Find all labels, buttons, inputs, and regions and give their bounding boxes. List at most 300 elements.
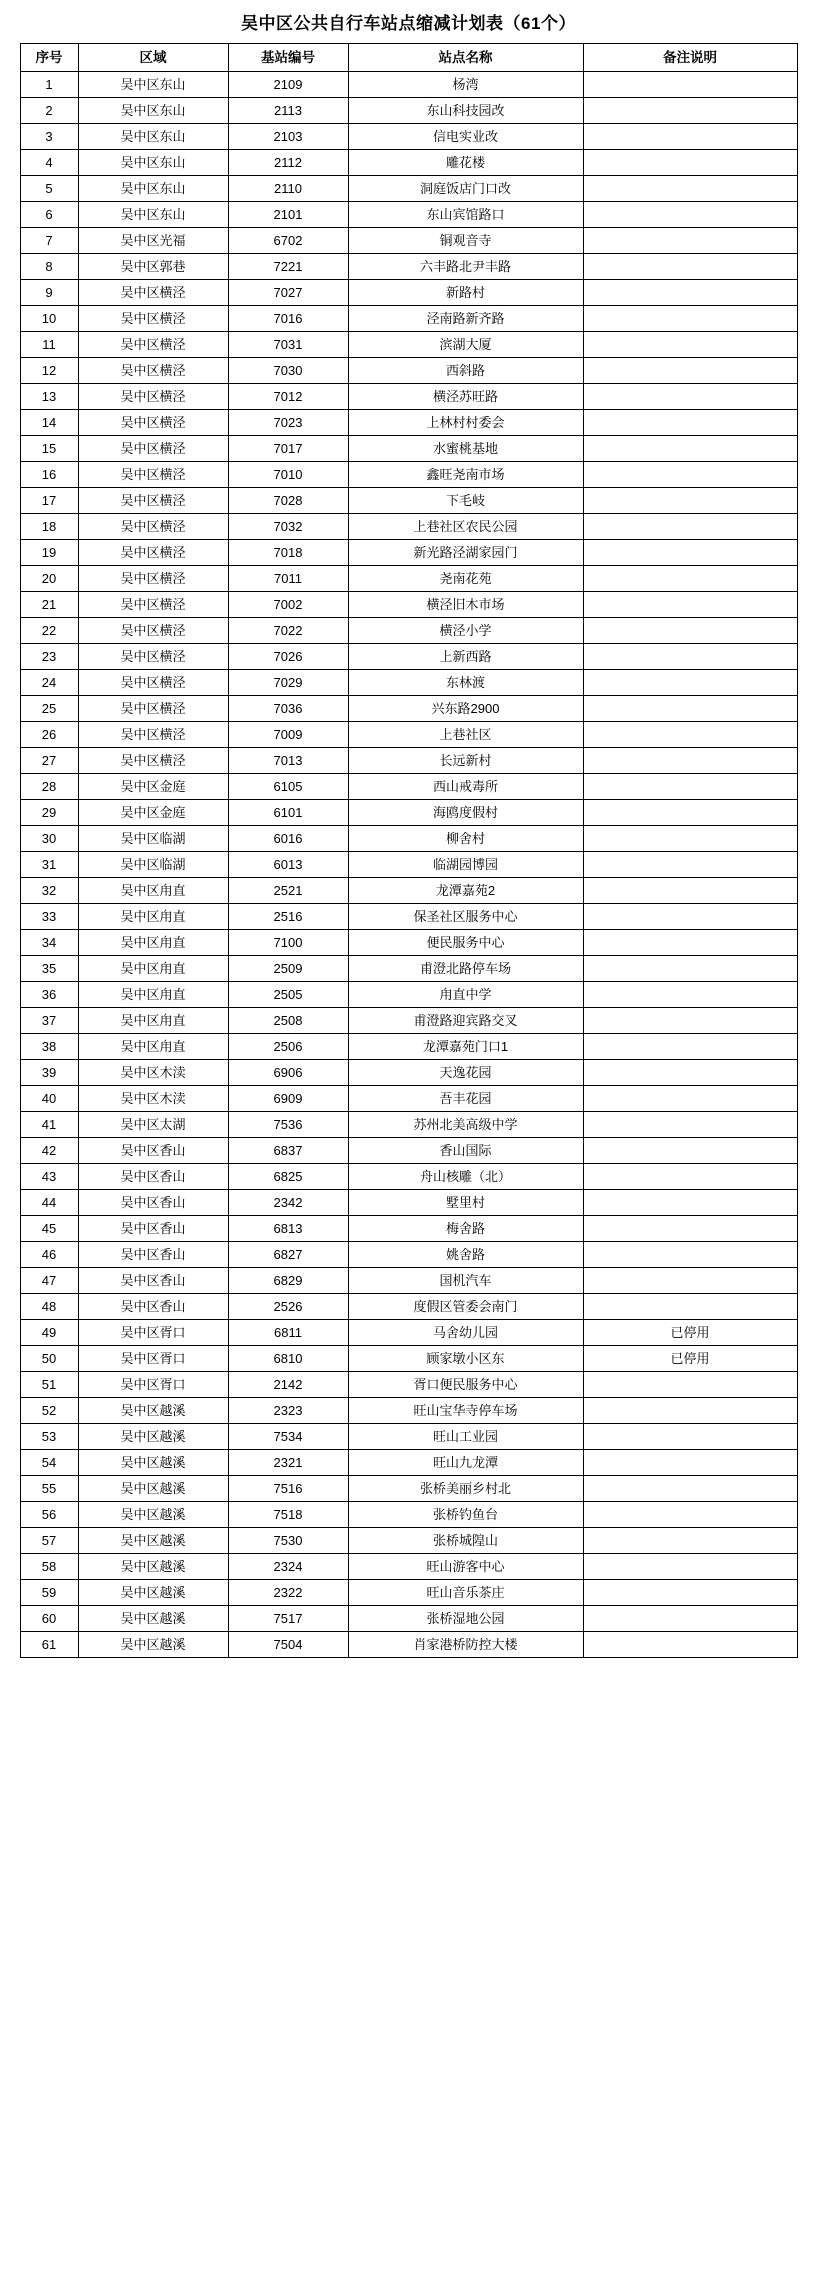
cell-station-name: 肖家港桥防控大楼 xyxy=(348,1632,583,1658)
table-row xyxy=(20,436,797,462)
cell-area: 吴中区横泾 xyxy=(78,488,228,514)
cell-remark xyxy=(583,904,797,930)
table-row xyxy=(20,1554,797,1580)
cell-area: 吴中区香山 xyxy=(78,1164,228,1190)
cell-station-code: 7016 xyxy=(228,306,348,332)
cell-area: 吴中区甪直 xyxy=(78,982,228,1008)
cell-remark xyxy=(583,696,797,722)
table-row xyxy=(20,254,797,280)
cell-area: 吴中区越溪 xyxy=(78,1424,228,1450)
cell-area: 吴中区横泾 xyxy=(78,696,228,722)
cell-remark xyxy=(583,1138,797,1164)
cell-station-code: 6825 xyxy=(228,1164,348,1190)
cell-area: 吴中区东山 xyxy=(78,176,228,202)
cell-index: 23 xyxy=(20,644,78,670)
cell-area: 吴中区东山 xyxy=(78,150,228,176)
cell-station-code: 6105 xyxy=(228,774,348,800)
table-row xyxy=(20,826,797,852)
table-row xyxy=(20,280,797,306)
cell-index: 16 xyxy=(20,462,78,488)
cell-station-name: 甫澄路迎宾路交叉 xyxy=(348,1008,583,1034)
cell-remark xyxy=(583,1268,797,1294)
cell-station-code: 2321 xyxy=(228,1450,348,1476)
cell-station-code: 7036 xyxy=(228,696,348,722)
cell-area: 吴中区越溪 xyxy=(78,1502,228,1528)
cell-station-name: 顾家墩小区东 xyxy=(348,1346,583,1372)
table-row xyxy=(20,150,797,176)
cell-remark xyxy=(583,280,797,306)
table-row xyxy=(20,1398,797,1424)
cell-area: 吴中区香山 xyxy=(78,1294,228,1320)
cell-remark xyxy=(583,774,797,800)
cell-station-code: 7516 xyxy=(228,1476,348,1502)
table-row xyxy=(20,1138,797,1164)
cell-station-name: 张桥城隍山 xyxy=(348,1528,583,1554)
cell-station-code: 2323 xyxy=(228,1398,348,1424)
cell-remark xyxy=(583,1216,797,1242)
cell-station-code: 7032 xyxy=(228,514,348,540)
cell-station-name: 横泾小学 xyxy=(348,618,583,644)
cell-index: 39 xyxy=(20,1060,78,1086)
cell-station-code: 2110 xyxy=(228,176,348,202)
cell-station-name: 胥口便民服务中心 xyxy=(348,1372,583,1398)
cell-remark xyxy=(583,462,797,488)
cell-area: 吴中区横泾 xyxy=(78,566,228,592)
table-row xyxy=(20,1424,797,1450)
cell-index: 26 xyxy=(20,722,78,748)
column-header-remark: 备注说明 xyxy=(583,44,797,72)
cell-station-code: 7017 xyxy=(228,436,348,462)
station-reduction-table xyxy=(20,43,798,1658)
cell-area: 吴中区横泾 xyxy=(78,722,228,748)
table-row xyxy=(20,228,797,254)
cell-remark xyxy=(583,982,797,1008)
table-row xyxy=(20,488,797,514)
cell-index: 44 xyxy=(20,1190,78,1216)
cell-area: 吴中区金庭 xyxy=(78,800,228,826)
table-row xyxy=(20,1606,797,1632)
cell-station-name: 下毛岐 xyxy=(348,488,583,514)
cell-remark xyxy=(583,358,797,384)
cell-station-name: 兴东路2900 xyxy=(348,696,583,722)
cell-station-code: 6811 xyxy=(228,1320,348,1346)
table-row xyxy=(20,852,797,878)
cell-station-name: 上林村村委会 xyxy=(348,410,583,436)
cell-remark xyxy=(583,436,797,462)
cell-index: 18 xyxy=(20,514,78,540)
cell-area: 吴中区香山 xyxy=(78,1138,228,1164)
cell-area: 吴中区木渎 xyxy=(78,1060,228,1086)
cell-station-name: 香山国际 xyxy=(348,1138,583,1164)
table-row xyxy=(20,410,797,436)
cell-index: 12 xyxy=(20,358,78,384)
cell-index: 3 xyxy=(20,124,78,150)
cell-station-name: 张桥钓鱼台 xyxy=(348,1502,583,1528)
cell-station-code: 7530 xyxy=(228,1528,348,1554)
table-header xyxy=(20,44,797,72)
table-row xyxy=(20,592,797,618)
cell-station-code: 7002 xyxy=(228,592,348,618)
cell-remark xyxy=(583,722,797,748)
cell-area: 吴中区甪直 xyxy=(78,956,228,982)
cell-station-code: 7009 xyxy=(228,722,348,748)
cell-remark xyxy=(583,1008,797,1034)
cell-remark xyxy=(583,1606,797,1632)
cell-station-name: 鑫旺尧南市场 xyxy=(348,462,583,488)
cell-station-name: 横泾旧木市场 xyxy=(348,592,583,618)
cell-area: 吴中区香山 xyxy=(78,1242,228,1268)
cell-index: 54 xyxy=(20,1450,78,1476)
cell-area: 吴中区胥口 xyxy=(78,1372,228,1398)
cell-station-name: 龙潭嘉苑2 xyxy=(348,878,583,904)
table-row xyxy=(20,1580,797,1606)
cell-station-name: 梅舍路 xyxy=(348,1216,583,1242)
cell-index: 37 xyxy=(20,1008,78,1034)
cell-station-name: 甪直中学 xyxy=(348,982,583,1008)
cell-station-code: 6702 xyxy=(228,228,348,254)
cell-station-name: 旺山九龙潭 xyxy=(348,1450,583,1476)
table-row xyxy=(20,540,797,566)
cell-remark xyxy=(583,72,797,98)
table-row xyxy=(20,1112,797,1138)
cell-station-code: 7013 xyxy=(228,748,348,774)
table-row xyxy=(20,1060,797,1086)
cell-station-code: 6813 xyxy=(228,1216,348,1242)
table-row xyxy=(20,696,797,722)
table-row xyxy=(20,1216,797,1242)
cell-station-code: 7536 xyxy=(228,1112,348,1138)
table-row xyxy=(20,1242,797,1268)
cell-station-code: 6837 xyxy=(228,1138,348,1164)
table-row xyxy=(20,98,797,124)
cell-area: 吴中区越溪 xyxy=(78,1554,228,1580)
cell-remark xyxy=(583,254,797,280)
cell-remark xyxy=(583,1502,797,1528)
cell-area: 吴中区香山 xyxy=(78,1190,228,1216)
cell-station-code: 7504 xyxy=(228,1632,348,1658)
column-header-station-code: 基站编号 xyxy=(228,44,348,72)
cell-area: 吴中区甪直 xyxy=(78,1008,228,1034)
cell-remark xyxy=(583,930,797,956)
cell-remark xyxy=(583,150,797,176)
cell-station-code: 7010 xyxy=(228,462,348,488)
cell-remark xyxy=(583,956,797,982)
cell-remark xyxy=(583,176,797,202)
cell-remark xyxy=(583,1190,797,1216)
cell-station-code: 2516 xyxy=(228,904,348,930)
cell-area: 吴中区越溪 xyxy=(78,1476,228,1502)
cell-area: 吴中区木渎 xyxy=(78,1086,228,1112)
cell-station-name: 便民服务中心 xyxy=(348,930,583,956)
table-row xyxy=(20,1502,797,1528)
cell-station-code: 7029 xyxy=(228,670,348,696)
cell-remark xyxy=(583,878,797,904)
cell-area: 吴中区横泾 xyxy=(78,618,228,644)
table-row xyxy=(20,1008,797,1034)
cell-station-code: 2113 xyxy=(228,98,348,124)
cell-remark xyxy=(583,1086,797,1112)
cell-station-name: 雕花楼 xyxy=(348,150,583,176)
cell-index: 20 xyxy=(20,566,78,592)
cell-index: 15 xyxy=(20,436,78,462)
cell-remark xyxy=(583,644,797,670)
cell-area: 吴中区横泾 xyxy=(78,748,228,774)
cell-remark xyxy=(583,1476,797,1502)
cell-remark xyxy=(583,592,797,618)
cell-area: 吴中区越溪 xyxy=(78,1632,228,1658)
table-row xyxy=(20,982,797,1008)
cell-station-name: 旺山宝华寺停车场 xyxy=(348,1398,583,1424)
cell-remark xyxy=(583,1242,797,1268)
cell-area: 吴中区横泾 xyxy=(78,540,228,566)
cell-area: 吴中区郭巷 xyxy=(78,254,228,280)
cell-station-code: 7028 xyxy=(228,488,348,514)
cell-station-name: 六丰路北尹丰路 xyxy=(348,254,583,280)
cell-area: 吴中区太湖 xyxy=(78,1112,228,1138)
cell-station-name: 柳舍村 xyxy=(348,826,583,852)
cell-station-code: 7026 xyxy=(228,644,348,670)
cell-station-name: 马舍幼儿园 xyxy=(348,1320,583,1346)
cell-remark xyxy=(583,410,797,436)
cell-station-code: 2322 xyxy=(228,1580,348,1606)
cell-station-code: 6810 xyxy=(228,1346,348,1372)
cell-station-code: 7011 xyxy=(228,566,348,592)
cell-index: 24 xyxy=(20,670,78,696)
column-header-station-name: 站点名称 xyxy=(348,44,583,72)
cell-station-name: 新路村 xyxy=(348,280,583,306)
cell-index: 60 xyxy=(20,1606,78,1632)
cell-station-code: 7022 xyxy=(228,618,348,644)
cell-remark xyxy=(583,1424,797,1450)
table-row xyxy=(20,644,797,670)
cell-station-name: 长远新村 xyxy=(348,748,583,774)
cell-area: 吴中区甪直 xyxy=(78,878,228,904)
cell-station-name: 东山科技园改 xyxy=(348,98,583,124)
cell-remark xyxy=(583,1554,797,1580)
cell-remark xyxy=(583,1372,797,1398)
cell-index: 7 xyxy=(20,228,78,254)
cell-area: 吴中区横泾 xyxy=(78,644,228,670)
cell-index: 2 xyxy=(20,98,78,124)
cell-station-name: 尧南花苑 xyxy=(348,566,583,592)
cell-station-code: 2109 xyxy=(228,72,348,98)
cell-index: 34 xyxy=(20,930,78,956)
cell-index: 49 xyxy=(20,1320,78,1346)
cell-index: 8 xyxy=(20,254,78,280)
cell-index: 1 xyxy=(20,72,78,98)
cell-index: 14 xyxy=(20,410,78,436)
cell-index: 59 xyxy=(20,1580,78,1606)
cell-index: 55 xyxy=(20,1476,78,1502)
cell-remark xyxy=(583,1632,797,1658)
cell-index: 46 xyxy=(20,1242,78,1268)
table-row xyxy=(20,202,797,228)
cell-remark xyxy=(583,852,797,878)
cell-station-name: 旺山音乐茶庄 xyxy=(348,1580,583,1606)
cell-remark xyxy=(583,1398,797,1424)
cell-station-code: 2505 xyxy=(228,982,348,1008)
table-row xyxy=(20,1268,797,1294)
cell-index: 45 xyxy=(20,1216,78,1242)
cell-station-name: 新光路泾湖家园门 xyxy=(348,540,583,566)
cell-station-name: 临湖园博园 xyxy=(348,852,583,878)
cell-index: 36 xyxy=(20,982,78,1008)
cell-remark: 已停用 xyxy=(583,1320,797,1346)
table-row xyxy=(20,774,797,800)
cell-remark xyxy=(583,306,797,332)
cell-area: 吴中区甪直 xyxy=(78,904,228,930)
cell-station-name: 度假区管委会南门 xyxy=(348,1294,583,1320)
cell-index: 56 xyxy=(20,1502,78,1528)
cell-station-code: 7030 xyxy=(228,358,348,384)
cell-area: 吴中区光福 xyxy=(78,228,228,254)
cell-remark xyxy=(583,1112,797,1138)
cell-remark xyxy=(583,124,797,150)
cell-station-name: 墅里村 xyxy=(348,1190,583,1216)
cell-station-name: 铜观音寺 xyxy=(348,228,583,254)
cell-index: 52 xyxy=(20,1398,78,1424)
cell-index: 48 xyxy=(20,1294,78,1320)
cell-index: 6 xyxy=(20,202,78,228)
cell-area: 吴中区横泾 xyxy=(78,306,228,332)
cell-remark xyxy=(583,514,797,540)
cell-station-code: 2342 xyxy=(228,1190,348,1216)
cell-station-name: 旺山游客中心 xyxy=(348,1554,583,1580)
cell-remark: 已停用 xyxy=(583,1346,797,1372)
cell-index: 41 xyxy=(20,1112,78,1138)
cell-station-name: 洞庭饭店门口改 xyxy=(348,176,583,202)
cell-station-name: 东山宾馆路口 xyxy=(348,202,583,228)
cell-area: 吴中区横泾 xyxy=(78,410,228,436)
table-row xyxy=(20,1190,797,1216)
cell-station-code: 7031 xyxy=(228,332,348,358)
cell-index: 61 xyxy=(20,1632,78,1658)
table-row xyxy=(20,306,797,332)
cell-station-code: 2324 xyxy=(228,1554,348,1580)
cell-remark xyxy=(583,1034,797,1060)
cell-remark xyxy=(583,618,797,644)
cell-remark xyxy=(583,540,797,566)
cell-remark xyxy=(583,1164,797,1190)
cell-index: 27 xyxy=(20,748,78,774)
cell-station-code: 6909 xyxy=(228,1086,348,1112)
cell-remark xyxy=(583,202,797,228)
table-header-row xyxy=(20,44,797,72)
table-row xyxy=(20,1450,797,1476)
cell-area: 吴中区东山 xyxy=(78,202,228,228)
table-row xyxy=(20,384,797,410)
cell-index: 4 xyxy=(20,150,78,176)
cell-area: 吴中区越溪 xyxy=(78,1606,228,1632)
page-title: 吴中区公共自行车站点缩减计划表（61个） xyxy=(241,14,576,33)
cell-station-name: 西山戒毒所 xyxy=(348,774,583,800)
cell-index: 35 xyxy=(20,956,78,982)
cell-station-name: 苏州北美高级中学 xyxy=(348,1112,583,1138)
table-row xyxy=(20,1164,797,1190)
cell-area: 吴中区越溪 xyxy=(78,1528,228,1554)
cell-station-code: 6827 xyxy=(228,1242,348,1268)
cell-station-code: 7518 xyxy=(228,1502,348,1528)
cell-station-code: 2101 xyxy=(228,202,348,228)
cell-station-name: 西斜路 xyxy=(348,358,583,384)
table-row xyxy=(20,1372,797,1398)
cell-remark xyxy=(583,1450,797,1476)
cell-station-code: 2103 xyxy=(228,124,348,150)
table-row xyxy=(20,1528,797,1554)
cell-index: 47 xyxy=(20,1268,78,1294)
cell-area: 吴中区甪直 xyxy=(78,1034,228,1060)
table-row xyxy=(20,332,797,358)
cell-area: 吴中区香山 xyxy=(78,1268,228,1294)
cell-station-name: 海鸥度假村 xyxy=(348,800,583,826)
cell-station-name: 杨湾 xyxy=(348,72,583,98)
table-row xyxy=(20,722,797,748)
cell-index: 25 xyxy=(20,696,78,722)
cell-index: 11 xyxy=(20,332,78,358)
cell-area: 吴中区横泾 xyxy=(78,462,228,488)
cell-area: 吴中区金庭 xyxy=(78,774,228,800)
cell-remark xyxy=(583,384,797,410)
cell-index: 51 xyxy=(20,1372,78,1398)
cell-station-code: 7221 xyxy=(228,254,348,280)
cell-station-code: 6013 xyxy=(228,852,348,878)
cell-area: 吴中区东山 xyxy=(78,98,228,124)
table-row xyxy=(20,1086,797,1112)
table-row xyxy=(20,904,797,930)
cell-area: 吴中区横泾 xyxy=(78,514,228,540)
table-row xyxy=(20,176,797,202)
cell-station-name: 张桥美丽乡村北 xyxy=(348,1476,583,1502)
cell-station-name: 泾南路新齐路 xyxy=(348,306,583,332)
cell-station-name: 横泾苏旺路 xyxy=(348,384,583,410)
cell-remark xyxy=(583,670,797,696)
cell-area: 吴中区越溪 xyxy=(78,1580,228,1606)
cell-station-code: 7100 xyxy=(228,930,348,956)
cell-index: 50 xyxy=(20,1346,78,1372)
cell-area: 吴中区横泾 xyxy=(78,670,228,696)
cell-area: 吴中区胥口 xyxy=(78,1346,228,1372)
cell-station-name: 天逸花园 xyxy=(348,1060,583,1086)
cell-index: 21 xyxy=(20,592,78,618)
table-row xyxy=(20,930,797,956)
table-row xyxy=(20,800,797,826)
cell-station-code: 7534 xyxy=(228,1424,348,1450)
table-row xyxy=(20,618,797,644)
cell-station-code: 2142 xyxy=(228,1372,348,1398)
cell-station-code: 6016 xyxy=(228,826,348,852)
table-row xyxy=(20,1346,797,1372)
cell-station-name: 信电实业改 xyxy=(348,124,583,150)
cell-index: 19 xyxy=(20,540,78,566)
cell-area: 吴中区临湖 xyxy=(78,852,228,878)
cell-index: 43 xyxy=(20,1164,78,1190)
table-row xyxy=(20,566,797,592)
cell-index: 31 xyxy=(20,852,78,878)
cell-station-name: 舟山核雕（北） xyxy=(348,1164,583,1190)
cell-station-code: 7012 xyxy=(228,384,348,410)
cell-area: 吴中区香山 xyxy=(78,1216,228,1242)
cell-station-code: 7023 xyxy=(228,410,348,436)
cell-station-code: 2526 xyxy=(228,1294,348,1320)
cell-station-name: 保圣社区服务中心 xyxy=(348,904,583,930)
cell-index: 29 xyxy=(20,800,78,826)
cell-remark xyxy=(583,1060,797,1086)
cell-station-name: 吾丰花园 xyxy=(348,1086,583,1112)
cell-area: 吴中区东山 xyxy=(78,72,228,98)
cell-index: 17 xyxy=(20,488,78,514)
cell-remark xyxy=(583,800,797,826)
table-row xyxy=(20,1476,797,1502)
